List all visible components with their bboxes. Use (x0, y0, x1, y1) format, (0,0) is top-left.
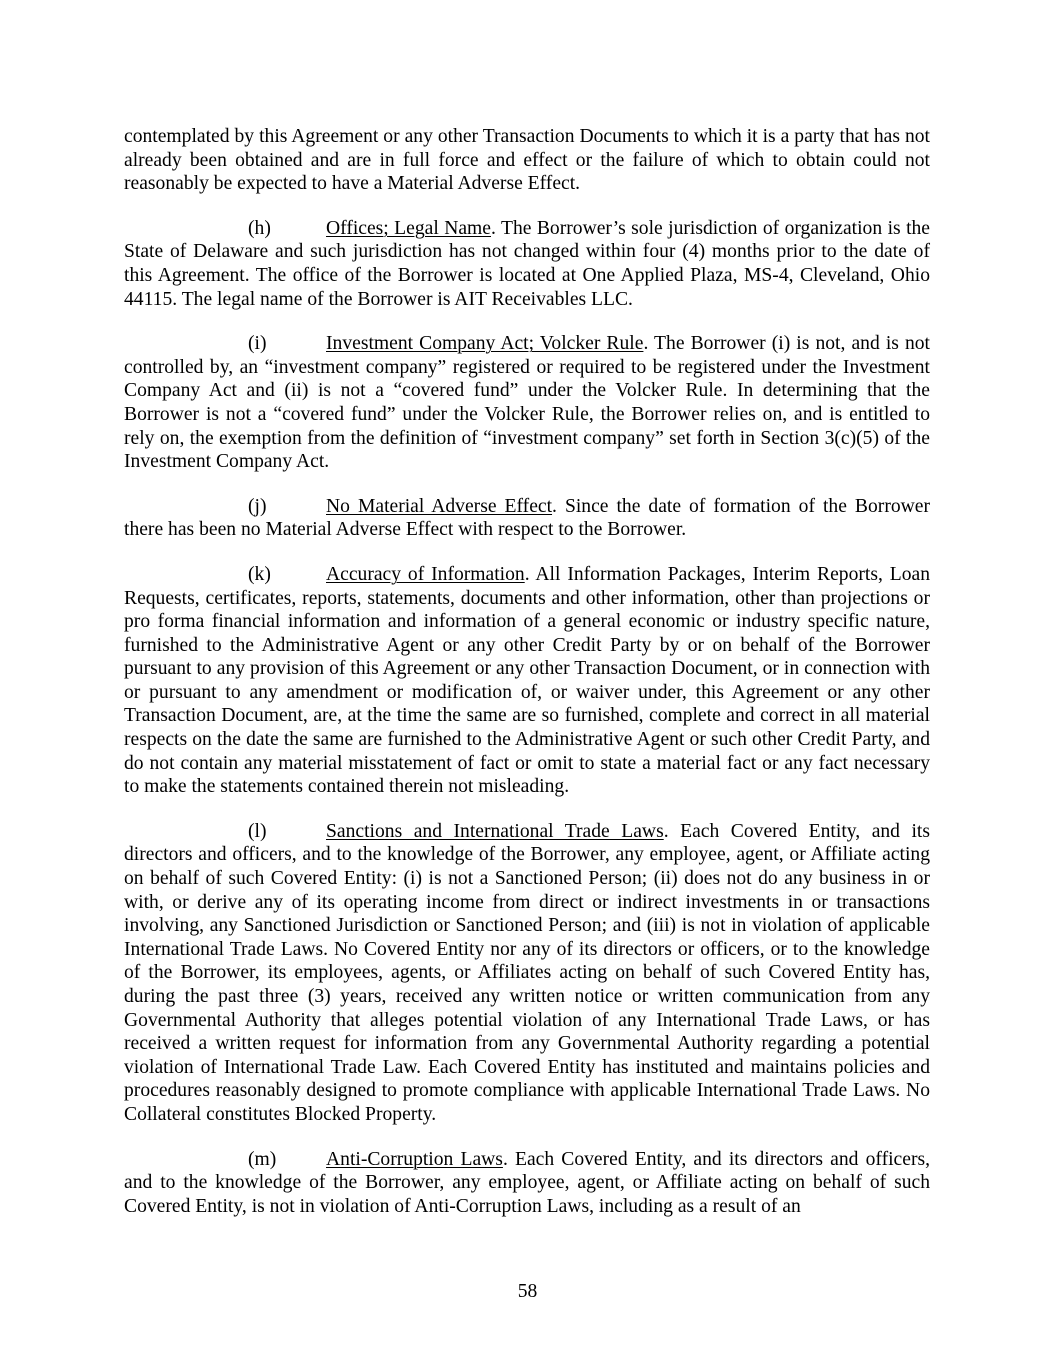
section-number: (l) (248, 820, 267, 842)
section-j (124, 495, 930, 542)
section-heading: Accuracy of Information (326, 563, 525, 585)
section-heading: Offices; Legal Name (326, 217, 491, 239)
section-number: (i) (248, 333, 267, 355)
opening-paragraph: contemplated by this Agreement or any other Transaction Documents to which it is a party that has not already been obtained and are in full force and effect or the failure of which to obtain could not reasonably be expected to have a Material Adverse Effect. (124, 126, 930, 195)
section-number: (j) (248, 495, 267, 517)
section-text: . The Borrower’s sole jurisdiction of organization is the State of Delaware and such jurisdiction has not changed within four (4) months prior to the date of this Agreement. The office of the Borrower is located at One Applied Plaza, MS-4, Cleveland, Ohio 44115. The legal name of the Borrower is AIT Receivables LLC. (124, 217, 931, 310)
section-text: . Since the date of formation of the Borrower there has been no Material Adverse Effect with respect to the Borrower. (124, 495, 931, 541)
section-heading: Investment Company Act; Volcker Rule (326, 333, 644, 355)
section-number: (k) (248, 563, 271, 585)
section-heading: Anti-Corruption Laws (326, 1148, 503, 1170)
section-heading: Sanctions and International Trade Laws (326, 820, 664, 842)
page-number: 58 (517, 1281, 538, 1302)
section-number: (h) (248, 217, 271, 239)
section-text: . The Borrower (i) is not, and is not controlled by, an “investment company” registered or required to be registered under the Investment Company Act and (ii) is not a “covered fund” under the Volcker Rule. In determining that the Borrower is not a “covered fund” under the Volcker Rule, the Borrower relies on, and is entitled to rely on, the exemption from the definition of “investment company” set forth in Section 3(c)(5) of the Investment Company Act. (124, 333, 930, 473)
section-number: (m) (248, 1148, 277, 1170)
section-text: . Each Covered Entity, and its directors and officers, and to the knowledge of the Borrower, any employee, agent, or Affiliate acting on behalf of such Covered Entity, is not in violation of Anti-Corruption Laws, including as a result of an (124, 1148, 930, 1217)
section-h (124, 217, 930, 311)
section-text: . All Information Packages, Interim Reports, Loan Requests, certificates, reports, statements, documents and other information, other than projections or pro forma financial information and information of a general economic or industry specific nature, furnished to the Administrative Agent or any other Credit Party by or on behalf of the Borrower pursuant to any provision of this Agreement or any other Transaction Document, or in connection with or pursuant to any amendment or modification of, or waiver under, this Agreement or any other Transaction Document, are, at the time the same are so furnished, complete and correct in all material respects on the date the same are furnished to the Administrative Agent or such other Credit Party, and do not contain any material misstatement of fact or omit to state a material fact or any fact necessary to make the statements contained therein not misleading. (124, 563, 930, 798)
section-text: . Each Covered Entity, and its directors and officers, and to the knowledge of the Borrower, any employee, agent, or Affiliate acting on behalf of such Covered Entity: (i) is not a Sanctioned Person; (ii) does not do any business in or with, or derive any of its operating income from direct or indirect investments in or transactions involving, any Sanctioned Jurisdiction or Sanctioned Person; and (iii) is not in violation of applicable International Trade Laws. No Covered Entity nor any of its directors or officers, or to the knowledge of the Borrower, its employees, agents, or Affiliates acting on behalf of such Covered Entity has, during the past three (3) years, received any written notice or written communication from any Governmental Authority that alleges potential violation of any International Trade Laws, or has received a written request for information from any Governmental Authority regarding a potential violation of International Trade Law. Each Covered Entity has instituted and maintains policies and procedures reasonably designed to promote compliance with applicable International Trade Laws. No Collateral constitutes Blocked Property. (124, 820, 930, 1125)
section-k (124, 563, 930, 799)
section-m (124, 1148, 930, 1219)
section-l (124, 820, 930, 1127)
section-i (124, 332, 930, 474)
document-body (124, 125, 930, 1239)
section-heading: No Material Adverse Effect (326, 495, 553, 517)
